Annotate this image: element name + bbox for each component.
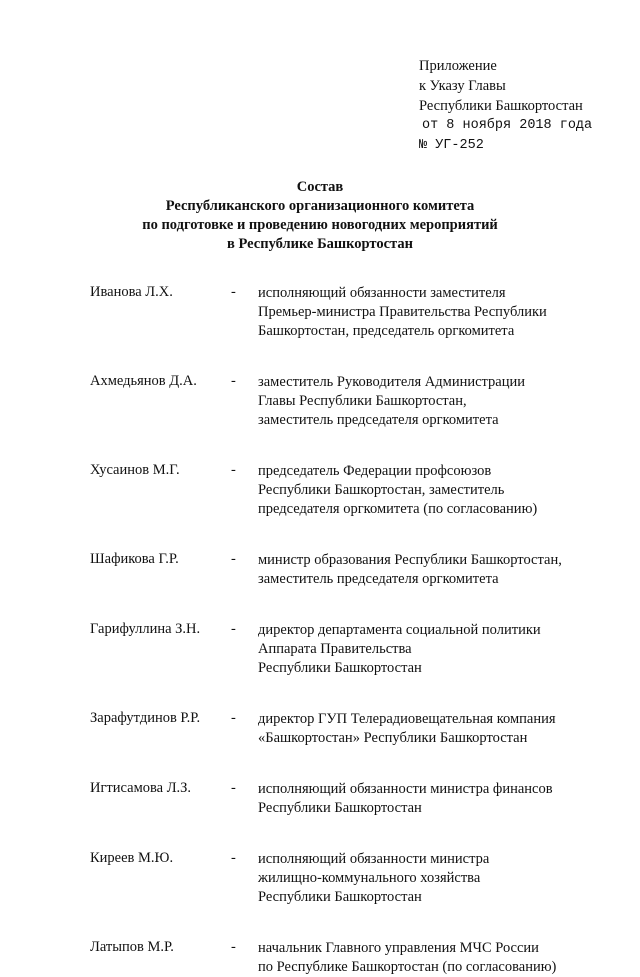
member-dash: - — [231, 462, 236, 478]
member-role — [258, 373, 525, 430]
member-role-line: Республики Башкортостан — [258, 660, 422, 676]
title-line: по подготовке и проведению новогодних мероприятий — [142, 217, 498, 233]
decree-date: от 8 ноября 2018 года — [422, 118, 593, 133]
member-name: Зарафутдинов Р.Р. — [90, 710, 201, 726]
member-role — [258, 939, 556, 977]
member-role — [258, 621, 541, 678]
appendix-line: Республики Башкортостан — [419, 98, 583, 114]
member-name: Киреев М.Ю. — [90, 850, 174, 866]
member-dash: - — [231, 780, 236, 796]
appendix-line: к Указу Главы — [419, 78, 506, 94]
member-role-line: «Башкортостан» Республики Башкортостан — [258, 730, 528, 746]
member-name: Игтисамова Л.З. — [90, 780, 192, 796]
member-name: Иванова Л.Х. — [90, 284, 173, 300]
member-role-line: начальник Главного управления МЧС России — [258, 940, 539, 956]
member-dash: - — [231, 621, 236, 637]
member-role — [258, 462, 537, 519]
member-name: Шафикова Г.Р. — [90, 551, 179, 567]
member-dash: - — [231, 373, 236, 389]
title-line: в Республике Башкортостан — [227, 236, 413, 252]
title-line: Республиканского организационного комитета — [165, 198, 475, 214]
member-name: Хусаинов М.Г. — [90, 462, 180, 478]
member-dash: - — [231, 551, 236, 567]
member-role-line: по Республике Башкортостан (по согласованию) — [258, 959, 557, 975]
member-dash: - — [231, 710, 236, 726]
decree-number: № УГ-252 — [419, 138, 484, 153]
member-role-line: жилищно-коммунального хозяйства — [258, 870, 481, 886]
member-role-line: заместитель Руководителя Администрации — [258, 374, 526, 390]
member-role — [258, 284, 547, 341]
member-role-line: Аппарата Правительства — [258, 641, 412, 657]
member-dash: - — [231, 850, 236, 866]
member-dash: - — [231, 939, 236, 955]
document-title — [0, 178, 640, 254]
member-role-line: Башкортостан, председатель оргкомитета — [258, 323, 515, 339]
member-role-line: директор департамента социальной политики — [258, 622, 541, 638]
member-role — [258, 551, 562, 589]
member-role-line: Республики Башкортостан, заместитель — [258, 482, 505, 498]
appendix-line: Приложение — [419, 58, 497, 74]
member-role — [258, 780, 553, 818]
member-dash: - — [231, 284, 236, 300]
member-role-line: директор ГУП Телерадиовещательная компания — [258, 711, 556, 727]
member-role — [258, 850, 489, 907]
member-role-line: заместитель председателя оргкомитета — [258, 571, 499, 587]
appendix-block — [419, 56, 592, 156]
member-role-line: Главы Республики Башкортостан, — [258, 393, 467, 409]
member-role-line: министр образования Республики Башкортостан, — [258, 552, 562, 568]
member-role-line: председатель Федерации профсоюзов — [258, 463, 492, 479]
member-role — [258, 710, 556, 748]
member-name: Гарифуллина З.Н. — [90, 621, 201, 637]
member-role-line: председателя оргкомитета (по согласованию) — [258, 501, 538, 517]
member-role-line: Премьер-министра Правительства Республики — [258, 304, 547, 320]
member-role-line: исполняющий обязанности министра финансов — [258, 781, 553, 797]
member-role-line: исполняющий обязанности министра — [258, 851, 490, 867]
member-name: Латыпов М.Р. — [90, 939, 174, 955]
member-role-line: Республики Башкортостан — [258, 800, 422, 816]
member-role-line: Республики Башкортостан — [258, 889, 422, 905]
member-name: Ахмедьянов Д.А. — [90, 373, 197, 389]
member-role-line: заместитель председателя оргкомитета — [258, 412, 499, 428]
title-line: Состав — [296, 179, 344, 195]
member-role-line: исполняющий обязанности заместителя — [258, 285, 506, 301]
